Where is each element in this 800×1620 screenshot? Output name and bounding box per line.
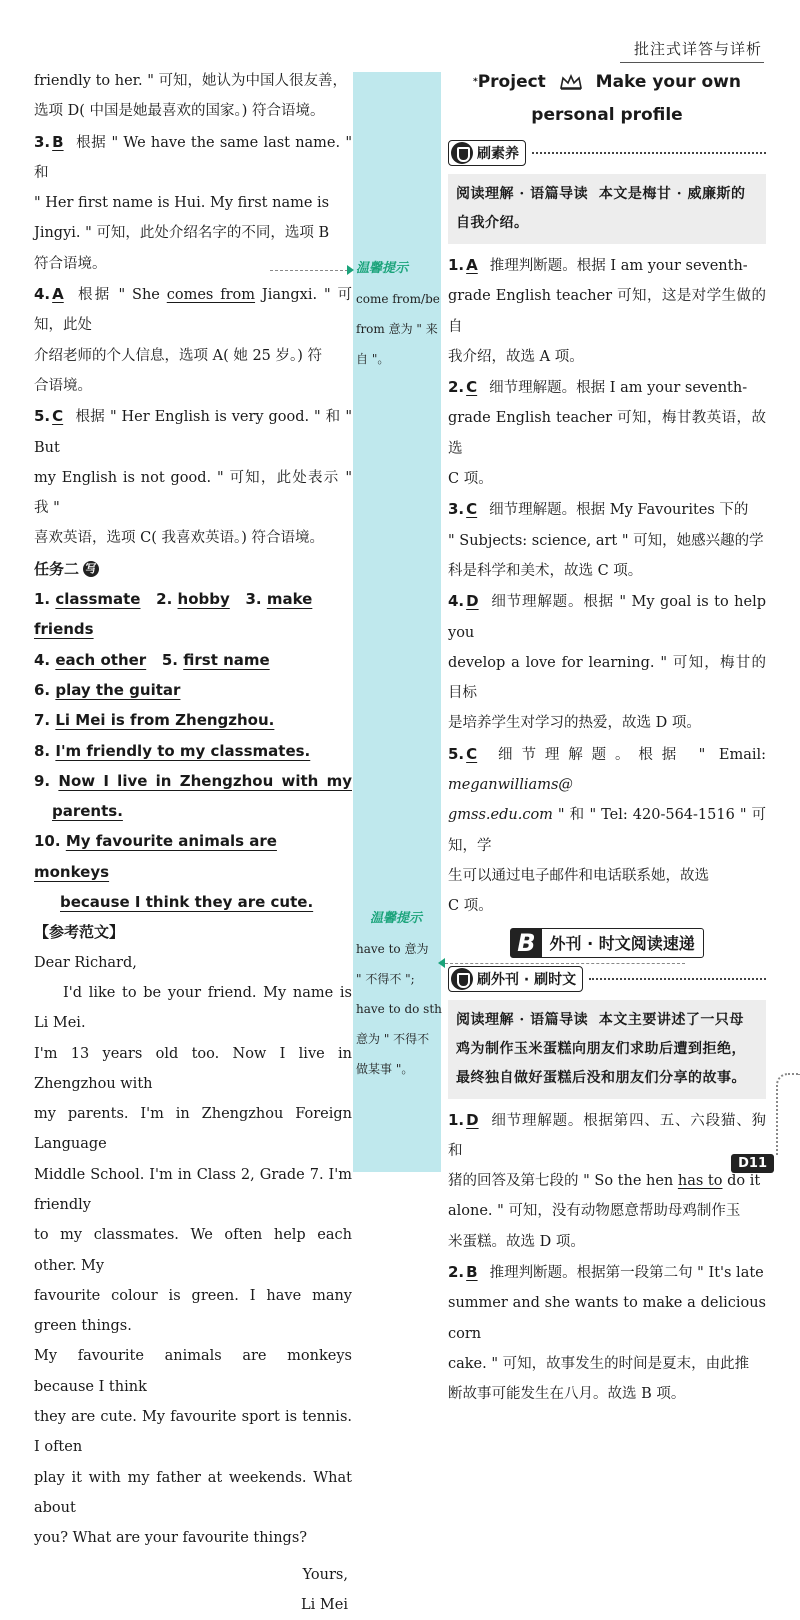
tip-box-2: [356, 904, 442, 1084]
header-title: 批注式详答与详析: [633, 40, 762, 58]
section-banner-row: [448, 928, 766, 958]
answer-row-cont: [34, 887, 352, 917]
tip-title: 温馨提示: [356, 261, 409, 276]
item-number: 1.: [448, 1110, 465, 1129]
item-text: grade English teacher 可知，梅甘教英语，故选: [448, 410, 766, 457]
item-number: 5.: [448, 744, 465, 763]
letter-line: My favourite animals are monkeys because I think: [34, 1348, 352, 1395]
item-text: 是培养学生对学习的热爱，故选 D 项。: [448, 715, 701, 732]
right-column: [448, 66, 766, 1410]
highlighted-phrase: has to: [677, 1173, 723, 1190]
answer-text: each other: [55, 650, 147, 669]
dotted-divider: [589, 978, 766, 980]
item-answer: A: [52, 285, 64, 304]
answer-row: [34, 766, 352, 796]
tip-arrow-icon: [438, 958, 445, 968]
item-text: 细节理解题。根据 " Email:: [489, 746, 766, 763]
item-answer: D: [466, 1110, 479, 1129]
letter-line: I'm 13 years old too. Now I live in Zhengzhou with: [34, 1045, 352, 1092]
passage-guide: [448, 1000, 766, 1099]
banner-letter: B: [511, 929, 541, 957]
answer-item-r4: [448, 586, 766, 738]
banner-text: 外刊 · 时文阅读速递: [549, 934, 695, 954]
section-tag: [448, 140, 526, 166]
answer-number: 4.: [34, 650, 51, 669]
answer-item-r2: [448, 372, 766, 494]
tip-line: have to do sth: [356, 1002, 442, 1016]
tip-line: " 不得不 ";: [356, 972, 415, 986]
item-number: 3.: [34, 132, 51, 151]
project-title-2: personal profile: [531, 105, 683, 125]
answer-row-cont: [34, 796, 352, 826]
item-number: 4.: [34, 285, 51, 304]
item-answer: C: [52, 407, 64, 426]
letter-line: you? What are your favourite things?: [34, 1530, 308, 1547]
reference-letter: [34, 948, 352, 1620]
project-title-1: Make your own: [595, 72, 741, 92]
header-rule: [620, 62, 764, 63]
item-text: my English is not good. " 可知，此处表示 " 我 ": [34, 469, 352, 517]
item-text: 米蛋糕。故选 D 项。: [448, 1233, 585, 1250]
guide-label: 阅读理解 · 语篇导读: [456, 1011, 589, 1028]
section-tag-label: 刷素养: [477, 146, 519, 162]
email-text: gmss.edu.com: [448, 807, 553, 824]
tip-box-1: [356, 254, 442, 374]
section-tag-label: 刷外刊 · 刷时文: [477, 971, 577, 988]
tip-line: come from/be: [356, 292, 440, 306]
optional-star-icon: *: [473, 77, 478, 87]
answer-item-r3: [448, 494, 766, 586]
answer-number: 7.: [34, 711, 51, 730]
tip-title: 温馨提示: [370, 911, 423, 926]
item-text: 合语境。: [34, 377, 92, 394]
continuation-line: 选项 D( 中国是她最喜欢的国家。) 符合语境。: [34, 103, 325, 120]
item-text: 细节理解题。根据 My Favourites 下的: [489, 502, 749, 519]
answer-text: classmate: [55, 590, 141, 609]
item-number: 5.: [34, 407, 51, 426]
brush-icon: [451, 142, 473, 164]
item-text: 根据 " Her English is very good. " 和 " But: [34, 409, 352, 456]
corner-decoration: [776, 1073, 800, 1155]
crown-icon: [560, 74, 582, 90]
item-text: summer and she wants to make a delicious corn: [448, 1295, 766, 1342]
tip-line: from 意为 " 来: [356, 322, 438, 336]
brush-icon: [451, 968, 473, 990]
item-answer: D: [466, 592, 479, 611]
answer-number: 1.: [34, 590, 51, 609]
answer-number: 5.: [161, 650, 179, 669]
answer-item-5: [34, 401, 352, 553]
item-text: 细节理解题。根据 " My goal is to help you: [448, 594, 766, 641]
project-word: Project: [477, 72, 546, 92]
item-text: 我介绍，故选 A 项。: [448, 348, 584, 365]
project-heading: [448, 66, 766, 132]
item-text: Jingyi. " 可知，此处介绍名字的不同，选项 B: [34, 225, 330, 242]
highlighted-phrase: comes from: [166, 287, 256, 304]
letter-line: my parents. I'm in Zhengzhou Foreign Language: [34, 1106, 352, 1153]
item-answer: A: [466, 256, 478, 274]
answer-item-s1: [448, 1105, 766, 1257]
dotted-divider: [532, 152, 766, 154]
item-text: 细节理解题。根据第四、五、六段猫、狗和: [448, 1112, 766, 1159]
letter-line: Middle School. I'm in Class 2, Grade 7. I'm friendly: [34, 1166, 352, 1213]
section-tag-row: [448, 136, 766, 170]
answer-text: play the guitar: [55, 680, 181, 699]
answer-item-r5: [448, 739, 766, 922]
item-text: cake. " 可知，故事发生的时间是夏末，由此推: [448, 1355, 750, 1372]
answer-text: Li Mei is from Zhengzhou.: [55, 711, 275, 730]
answer-number: 2.: [156, 590, 173, 609]
answer-number: 6.: [34, 680, 51, 699]
continuation-line: friendly to her. " 可知，她认为中国人很友善，: [34, 73, 347, 89]
answer-text: first name: [183, 650, 270, 669]
item-text: grade English teacher 可知，这是对学生做的自: [448, 288, 766, 335]
answer-text: I'm friendly to my classmates.: [55, 741, 311, 760]
answer-row: [34, 826, 352, 887]
item-text: " Subjects: science, art " 可知，她感兴趣的学: [448, 532, 764, 549]
answer-text: parents.: [52, 802, 123, 821]
write-badge-icon: 写: [83, 561, 99, 577]
section-banner: [510, 928, 704, 958]
answer-text: Now I live in Zhengzhou with my: [58, 771, 352, 790]
reference-essay-title: 【参考范文】: [34, 923, 125, 942]
item-number: 1.: [448, 256, 465, 274]
answer-number: 10.: [34, 832, 61, 851]
item-text: 推理判断题。根据第一段第二句 " It's late: [489, 1265, 764, 1282]
answer-text: My favourite animals are monkeys: [34, 832, 277, 881]
item-text: alone. " 可知，没有动物愿意帮助母鸡制作玉: [448, 1203, 741, 1220]
item-answer: B: [466, 1263, 478, 1282]
item-number: 2.: [448, 378, 465, 397]
item-text: 生可以通过电子邮件和电话联系她，故选: [448, 867, 709, 884]
guide-label: 阅读理解 · 语篇导读: [456, 186, 589, 202]
item-text: 符合语境。: [34, 255, 107, 272]
item-answer: B: [52, 132, 64, 151]
item-text: do it: [722, 1173, 761, 1190]
letter-line: to my classmates. We often help each other. My: [34, 1227, 352, 1274]
letter-line: I'd like to be your friend. My name is Li Mei.: [34, 984, 352, 1032]
task-2-label: 任务二: [34, 559, 80, 578]
left-column: [34, 66, 352, 1620]
answer-number: 3.: [245, 590, 262, 609]
answer-text: make friends: [34, 590, 313, 639]
answer-row: [34, 705, 352, 735]
answer-number: 8.: [34, 741, 51, 760]
item-text: C 项。: [448, 471, 493, 488]
item-text: 细节理解题。根据 I am your seventh-: [489, 380, 748, 397]
item-text: develop a love for learning. " 可知，梅甘的目标: [448, 654, 766, 702]
answer-text: hobby: [177, 590, 230, 609]
item-text: " 和 " Tel: 420-564-1516 " 可知，学: [448, 807, 766, 854]
guide-text: 本文是梅甘 · 威廉斯的自我介绍。: [456, 186, 746, 231]
tip-line: 自 "。: [356, 352, 390, 366]
item-number: 2.: [448, 1263, 465, 1282]
tip-connector: [270, 270, 348, 271]
tip-line: 做某事 "。: [356, 1062, 414, 1076]
answer-item-s2: [448, 1257, 766, 1409]
letter-closing: Yours,: [302, 1566, 348, 1583]
answer-row: [34, 645, 352, 675]
task-2-title: [34, 554, 352, 584]
item-text: " Her first name is Hui. My first name is: [34, 195, 330, 212]
item-text: 断故事可能发生在八月。故选 B 项。: [448, 1386, 686, 1403]
page-number: D11: [731, 1154, 774, 1173]
item-text: C 项。: [448, 898, 493, 915]
tip-line: 意为 " 不得不: [356, 1032, 430, 1046]
item-text: 根据 " She: [75, 287, 167, 304]
letter-line: play it with my father at weekends. What about: [34, 1469, 352, 1516]
item-text: 根据 " We have the same last name. " 和: [34, 134, 352, 181]
item-text: 喜欢英语，选项 C( 我喜欢英语。) 符合语境。: [34, 530, 324, 547]
answer-row: [34, 736, 352, 766]
letter-signature: Li Mei: [301, 1596, 348, 1613]
email-text: meganwilliams@: [448, 777, 573, 794]
answer-row: [34, 584, 352, 645]
item-number: 4.: [448, 592, 465, 611]
item-text: 猪的回答及第七段的 " So the hen: [448, 1173, 678, 1190]
answer-item-3: [34, 127, 352, 279]
answer-item-4: [34, 279, 352, 401]
tip-line: have to 意为: [356, 942, 429, 956]
answer-number: 9.: [34, 771, 51, 790]
item-text: 介绍老师的个人信息，选项 A( 她 25 岁。) 符: [34, 347, 323, 364]
answer-item-r1: [448, 250, 766, 372]
tip-arrow-icon: [347, 265, 354, 275]
section-tag: [448, 966, 583, 992]
item-answer: C: [466, 744, 478, 763]
item-answer: C: [466, 378, 478, 397]
answer-row: [34, 675, 352, 705]
item-number: 3.: [448, 500, 465, 519]
item-text: 推理判断题。根据 I am your seventh-: [489, 258, 748, 274]
answer-text: because I think they are cute.: [60, 893, 314, 912]
guide-text: 本文主要讲述了一只母鸡为制作玉米蛋糕向朋友们求助后遭到拒绝，最终独自做好蛋糕后没和朋友们分享的故事。: [456, 1011, 746, 1086]
item-text: 科是科学和美术，故选 C 项。: [448, 562, 643, 579]
letter-greeting: Dear Richard,: [34, 954, 137, 971]
section-tag-row: [448, 962, 766, 996]
letter-line: favourite colour is green. I have many green things.: [34, 1287, 352, 1335]
letter-line: they are cute. My favourite sport is tennis. I often: [34, 1409, 352, 1456]
item-answer: C: [466, 500, 478, 519]
item-text: Jiangxi. " 可知，此处: [34, 287, 353, 334]
passage-guide: [448, 174, 766, 244]
